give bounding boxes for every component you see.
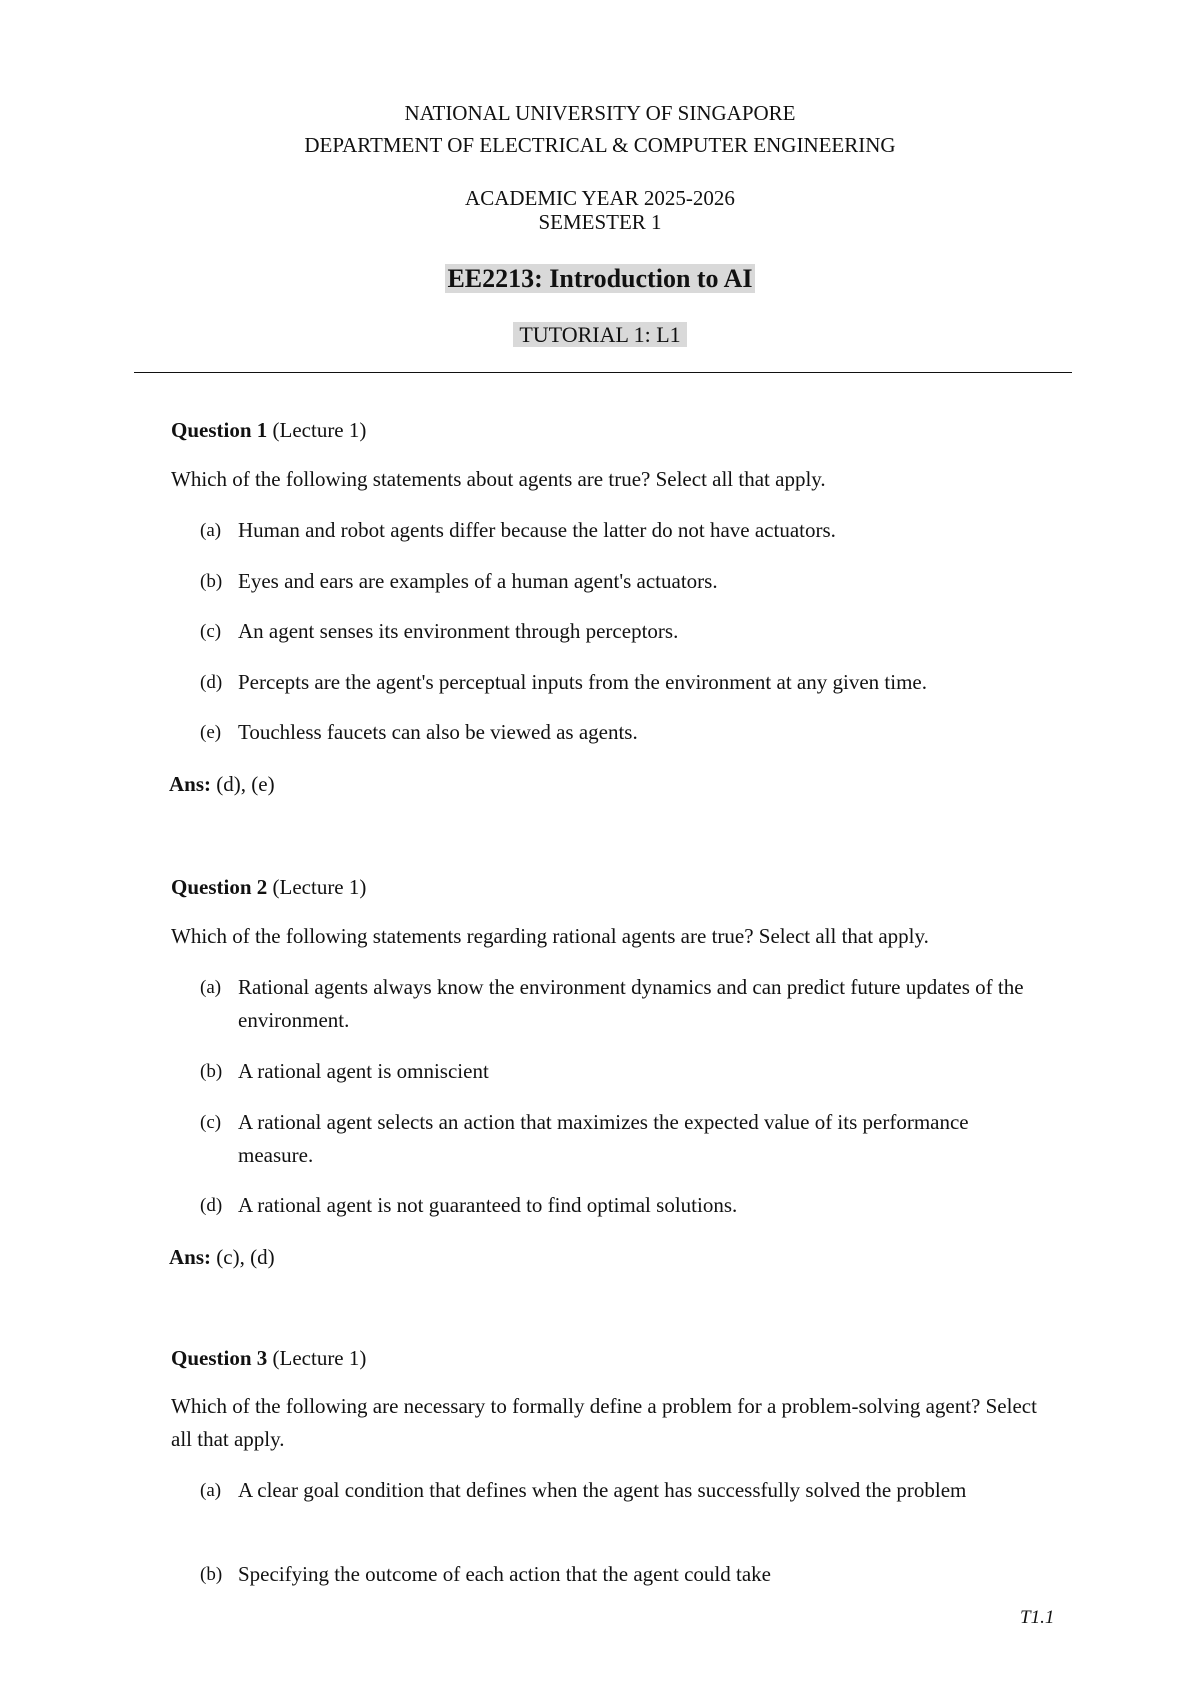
header-divider — [134, 372, 1072, 373]
option-text: Eyes and ears are examples of a human agent's actuators. — [238, 569, 718, 593]
question-1-text: Which of the following statements about agents are true? Select all that apply. — [171, 467, 826, 491]
university-name: NATIONAL UNIVERSITY OF SINGAPORE — [404, 101, 796, 125]
question-2-answer — [169, 1243, 275, 1271]
question-2-heading — [171, 873, 366, 901]
answer-value: (d), (e) — [216, 772, 275, 796]
option-text: An agent senses its environment through perceptors. — [238, 619, 679, 643]
option-text: Specifying the outcome of each action that the agent could take — [238, 1562, 771, 1586]
option-letter: (c) — [200, 621, 222, 642]
question-2-option-d — [200, 1189, 1080, 1222]
academic-year: ACADEMIC YEAR 2025-2026 — [465, 186, 735, 210]
option-text: A rational agent selects an action that maximizes the expected value of its performance measure. — [238, 1110, 969, 1167]
question-lecture: (Lecture 1) — [272, 875, 367, 899]
option-letter: (c) — [200, 1112, 222, 1133]
department-name: DEPARTMENT OF ELECTRICAL & COMPUTER ENGINEERING — [304, 133, 896, 157]
option-text: A rational agent is omniscient — [238, 1059, 489, 1083]
question-lecture: (Lecture 1) — [272, 1346, 367, 1370]
question-1-option-a — [200, 514, 1080, 547]
question-3-text: Which of the following are necessary to formally define a problem for a problem-solving agent? Select all that apply. — [171, 1394, 1037, 1451]
question-3-option-b — [200, 1558, 1080, 1591]
option-letter: (a) — [200, 977, 222, 998]
option-text: Touchless faucets can also be viewed as agents. — [238, 720, 638, 744]
question-3-option-a — [200, 1474, 1080, 1507]
tutorial-title — [0, 320, 1200, 350]
answer-label: Ans: — [169, 1245, 212, 1269]
question-1-heading — [171, 416, 366, 444]
question-1-option-e — [200, 716, 1080, 749]
answer-value: (c), (d) — [216, 1245, 275, 1269]
option-text: Rational agents always know the environment dynamics and can predict future updates of the environment. — [238, 975, 1024, 1032]
question-label: Question 1 — [171, 418, 268, 442]
option-letter: (d) — [200, 672, 223, 693]
option-letter: (b) — [200, 571, 223, 592]
question-1-option-b — [200, 565, 1080, 598]
question-2-text: Which of the following statements regarding rational agents are true? Select all that apply. — [171, 924, 929, 948]
question-3-heading — [171, 1344, 366, 1372]
option-letter: (d) — [200, 1195, 223, 1216]
question-1-option-c — [200, 615, 1080, 648]
option-letter: (b) — [200, 1564, 223, 1585]
course-title-text: EE2213: Introduction to AI — [447, 264, 753, 293]
page-number: T1.1 — [1020, 1607, 1055, 1628]
question-2-option-b — [200, 1055, 1080, 1088]
option-text: Percepts are the agent's perceptual inputs from the environment at any given time. — [238, 670, 927, 694]
option-text: A rational agent is not guaranteed to find optimal solutions. — [238, 1193, 738, 1217]
question-1-option-d — [200, 666, 1080, 699]
semester: SEMESTER 1 — [538, 210, 662, 234]
option-letter: (a) — [200, 520, 222, 541]
question-2-option-c — [200, 1106, 1080, 1172]
course-title — [0, 262, 1200, 296]
question-label: Question 3 — [171, 1346, 268, 1370]
question-2-option-a — [200, 971, 1080, 1037]
option-text: Human and robot agents differ because the latter do not have actuators. — [238, 518, 836, 542]
question-lecture: (Lecture 1) — [272, 418, 367, 442]
option-letter: (e) — [200, 722, 222, 743]
option-text: A clear goal condition that defines when the agent has successfully solved the problem — [238, 1478, 967, 1502]
tutorial-title-text: TUTORIAL 1: L1 — [513, 322, 686, 347]
option-letter: (b) — [200, 1061, 223, 1082]
question-1-answer — [169, 770, 275, 798]
option-letter: (a) — [200, 1480, 222, 1501]
answer-label: Ans: — [169, 772, 212, 796]
question-label: Question 2 — [171, 875, 268, 899]
